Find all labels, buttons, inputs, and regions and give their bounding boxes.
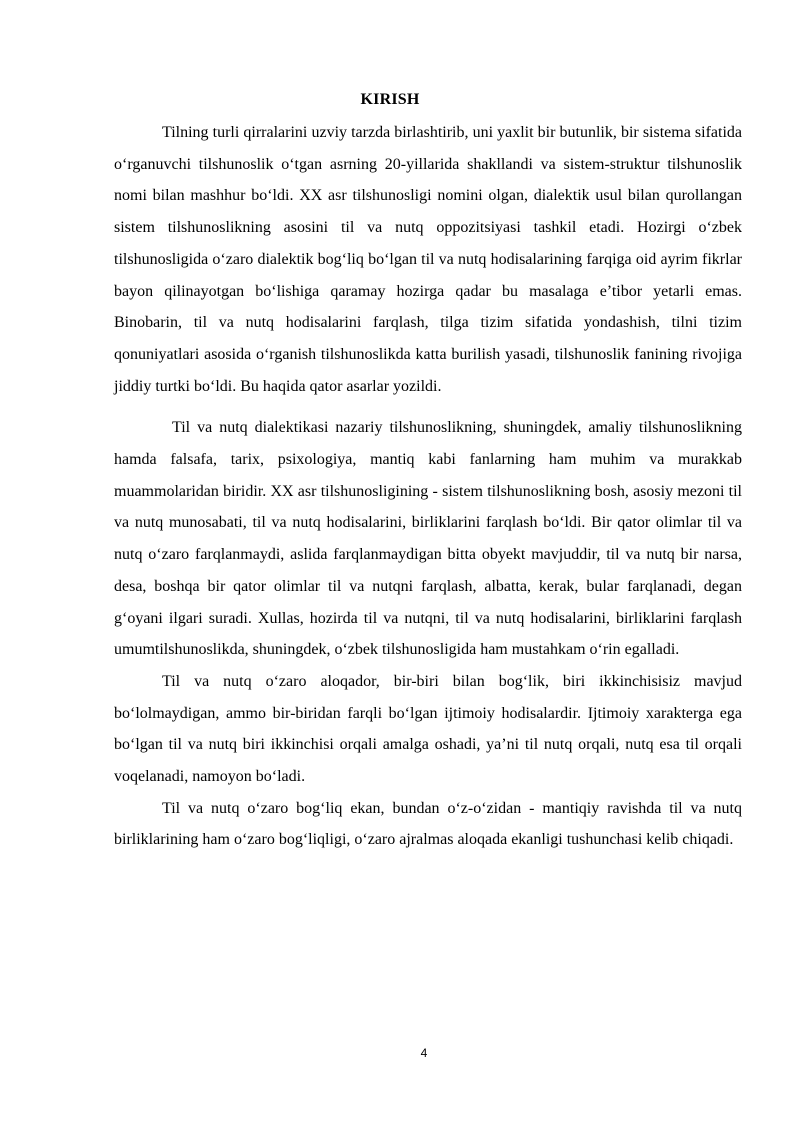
- paragraph-4: Til va nutq oʻzaro bogʻliq ekan, bundan oʻz-oʻzidan - mantiqiy ravishda til va nutq birliklarining ham oʻzaro bogʻliqligi, oʻzaro ajralmas aloqada ekanligi tushunchasi kelib chiqadi.: [114, 799, 742, 849]
- page-title: KIRISH: [360, 91, 420, 108]
- paragraph-3: Til va nutq oʻzaro aloqador, bir-biri bilan bogʻlik, biri ikkinchisisiz mavjud boʻlolmaydigan, ammo bir-biridan farqli boʻlgan ijtimoiy hodisalardir. Ijtimoiy xarakterga ega boʻlgan til va nutq biri ikkinchisi orqali amalga oshadi, ya’ni til nutq orqali, nutq esa til orqali voqelanadi, namoyon boʻladi.: [114, 672, 742, 786]
- paragraph-1: Tilning turli qirralarini uzviy tarzda birlashtirib, uni yaxlit bir butunlik, bir sistema sifatida oʻrganuvchi tilshunoslik oʻtgan asrning 20-yillarida shakllandi va sistem-struktur tilshunoslik nomi bilan mashhur boʻldi. XX asr tilshunosligi nomini olgan, dialektik usul bilan qurollangan sistem tilshunoslikning asosini til va nutq oppozitsiyasi tashkil etadi. Hozirgi oʻzbek tilshunosligida oʻzaro dialektik bogʻliq boʻlgan til va nutq hodisalarining farqiga oid ayrim fikrlar bayon qilinayotgan boʻlishiga qaramay hozirga qadar bu masalaga e’tibor yetarli emas. Binobarin, til va nutq hodisalarini farqlash, tilga tizim sifatida yondashish, tilni tizim qonuniyatlari asosida oʻrganish tilshunoslikda katta burilish yasadi, tilshunoslik fanining rivojiga jiddiy turtki boʻldi. Bu haqida qator asarlar yozildi.: [114, 124, 742, 395]
- document-body: [114, 117, 742, 856]
- paragraph-2: Til va nutq dialektikasi nazariy tilshunoslikning, shuningdek, amaliy tilshunoslikning hamda falsafa, tarix, psixologiya, mantiq kabi fanlarning ham muhim va murakkab muammolaridan biridir. XX asr tilshunosligining - sistem tilshunoslikning bosh, asosiy mezoni til va nutq munosabati, til va nutq hodisalarini, birliklarini farqlash boʻldi. Bir qator olimlar til va nutq oʻzaro farqlanmaydi, aslida farqlanmaydigan bitta obyekt mavjuddir, til va nutq bir narsa, desa, boshqa bir qator olimlar til va nutqni farqlash, albatta, kerak, bular farqlanadi, degan gʻoyani ilgari suradi. Xullas, hozirda til va nutqni, til va nutq hodisalarini, birliklarini farqlash umumtilshunoslikda, shuningdek, oʻzbek tilshunosligida ham mustahkam oʻrin egalladi.: [114, 419, 742, 659]
- page-number: 4: [420, 1046, 428, 1060]
